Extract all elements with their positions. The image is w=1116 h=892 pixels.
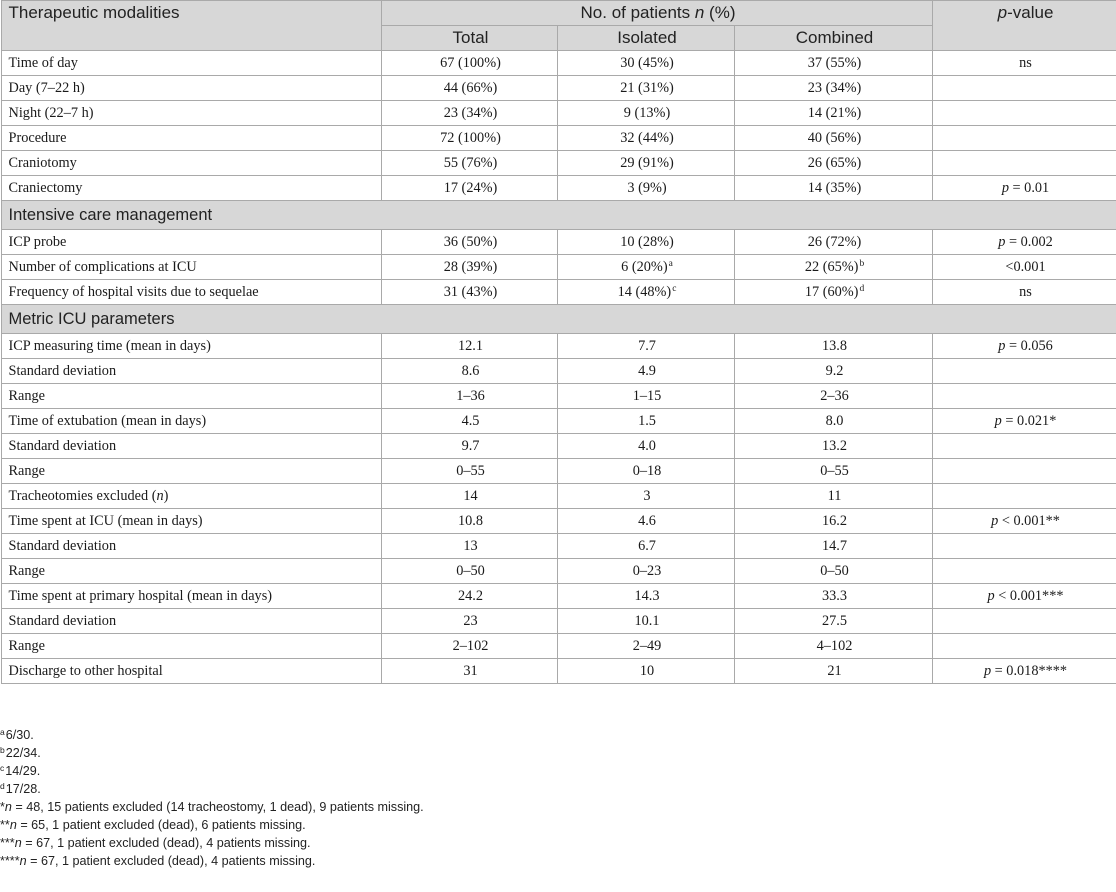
cell-value: 6 (20%) — [621, 259, 668, 275]
cell-value: 13 — [463, 538, 478, 554]
cell-value: 10 — [639, 663, 655, 679]
row-label-italic: n — [156, 488, 164, 504]
cell-value: 16.2 — [821, 513, 848, 529]
row-label-tail: ) — [163, 488, 169, 504]
table-row — [1, 126, 1116, 151]
p-text: <0.001 — [1005, 259, 1046, 275]
p-symbol: p — [998, 338, 1006, 354]
row-label-text: Procedure — [8, 130, 67, 146]
footnote-n: n — [19, 854, 27, 868]
footnote — [0, 780, 424, 798]
table-row — [1, 459, 1116, 484]
cell-isolated — [557, 176, 734, 201]
footnote-mark: **** — [0, 854, 20, 868]
cell-value: 14 (35%) — [807, 180, 862, 196]
cell-value: 31 (43%) — [443, 284, 498, 300]
p-text: = 0.002 — [1005, 234, 1053, 250]
row-label — [1, 434, 381, 459]
cell-value: 9.2 — [825, 363, 844, 379]
cell-p-value — [932, 151, 1116, 176]
row-label — [1, 509, 381, 534]
footnote-text: = 67, 1 patient excluded (dead), 4 patients missing. — [26, 854, 316, 868]
cell-total — [381, 459, 557, 484]
footnote-n: n — [9, 818, 17, 832]
row-label — [1, 255, 381, 280]
p-symbol: p — [994, 413, 1002, 429]
cell-total — [381, 584, 557, 609]
cell-isolated — [557, 609, 734, 634]
cell-p-value — [932, 126, 1116, 151]
cell-value: 23 (34%) — [807, 80, 862, 96]
row-label-text: ICP probe — [8, 234, 67, 250]
cell-combined — [734, 126, 932, 151]
footnote-mark: b — [0, 745, 5, 755]
cell-total — [381, 559, 557, 584]
row-label — [1, 484, 381, 509]
cell-p-value — [932, 230, 1116, 255]
row-label — [1, 559, 381, 584]
section-row — [1, 201, 1116, 230]
row-label-text: Standard deviation — [8, 538, 117, 554]
section-row — [1, 305, 1116, 334]
table-row — [1, 359, 1116, 384]
cell-value: 44 (66%) — [443, 80, 498, 96]
cell-total — [381, 51, 557, 76]
row-label-text: Tracheotomies excluded ( — [8, 488, 157, 504]
cell-combined — [734, 609, 932, 634]
cell-p-value — [932, 659, 1116, 684]
cell-total — [381, 126, 557, 151]
p-text: < 0.001** — [998, 513, 1060, 529]
cell-combined — [734, 484, 932, 509]
row-label-text: Range — [8, 388, 46, 404]
cell-combined — [734, 334, 932, 359]
cell-isolated — [557, 384, 734, 409]
cell-value: 4.0 — [638, 438, 656, 454]
table-row — [1, 384, 1116, 409]
row-label-text: Standard deviation — [8, 363, 117, 379]
cell-value: 10.8 — [457, 513, 484, 529]
cell-value: 30 (45%) — [620, 55, 674, 71]
cell-value: 31 — [463, 663, 478, 679]
cell-combined — [734, 76, 932, 101]
cell-isolated — [557, 255, 734, 280]
cell-isolated — [557, 230, 734, 255]
cell-value: 36 (50%) — [443, 234, 498, 250]
footnote-marker: b — [859, 259, 865, 269]
row-label — [1, 409, 381, 434]
p-text: = 0.018**** — [991, 663, 1068, 679]
cell-p-value — [932, 359, 1116, 384]
cell-value: 10 (28%) — [620, 234, 674, 250]
cell-isolated — [557, 76, 734, 101]
cell-value: 1–36 — [456, 388, 485, 404]
row-label-text: Time spent at ICU (mean in days) — [8, 513, 203, 529]
cell-p-value — [932, 434, 1116, 459]
row-label — [1, 176, 381, 201]
cell-value: 8.6 — [461, 363, 480, 379]
row-label-text: Standard deviation — [8, 438, 117, 454]
cell-isolated — [557, 126, 734, 151]
table-row — [1, 484, 1116, 509]
footnote-text: 22/34. — [5, 746, 41, 760]
row-label — [1, 51, 381, 76]
p-text: ns — [1019, 284, 1032, 300]
table-row — [1, 51, 1116, 76]
cell-total — [381, 334, 557, 359]
footnote-mark: * — [0, 800, 5, 814]
table-row — [1, 634, 1116, 659]
results-table — [1, 0, 1116, 684]
footnote-mark: c — [0, 763, 5, 773]
footnote-mark: a — [0, 727, 5, 737]
table-row — [1, 76, 1116, 101]
cell-p-value — [932, 484, 1116, 509]
header-no-of-patients: No. of patients n (%) — [381, 1, 932, 26]
row-label-text: Discharge to other hospital — [8, 663, 163, 679]
cell-value: 0–18 — [632, 463, 662, 479]
p-symbol: p — [991, 513, 999, 529]
cell-p-value — [932, 255, 1116, 280]
cell-value: 10.1 — [634, 613, 660, 629]
row-label — [1, 76, 381, 101]
cell-isolated — [557, 484, 734, 509]
cell-isolated — [557, 659, 734, 684]
section-header: Intensive care management — [1, 201, 1116, 230]
cell-combined — [734, 659, 932, 684]
cell-value: 72 (100%) — [440, 130, 501, 146]
row-label-text: Time of day — [8, 55, 78, 71]
cell-isolated — [557, 584, 734, 609]
table-row — [1, 280, 1116, 305]
table-row — [1, 509, 1116, 534]
cell-isolated — [557, 509, 734, 534]
row-label-text: Time of extubation (mean in days) — [8, 413, 207, 429]
cell-value: 67 (100%) — [440, 55, 501, 71]
cell-total — [381, 434, 557, 459]
cell-value: 1–15 — [632, 388, 662, 404]
cell-value: 3 (9%) — [627, 180, 667, 196]
footnote-mark: *** — [0, 836, 15, 850]
cell-value: 22 (65%) — [804, 259, 859, 275]
footnote — [0, 834, 424, 852]
footnote-text: 6/30. — [5, 728, 34, 742]
cell-combined — [734, 151, 932, 176]
cell-total — [381, 255, 557, 280]
row-label — [1, 334, 381, 359]
table-row — [1, 151, 1116, 176]
table-row — [1, 230, 1116, 255]
cell-combined — [734, 280, 932, 305]
table-row — [1, 334, 1116, 359]
footnote-mark: d — [0, 781, 5, 791]
row-label-text: Range — [8, 463, 46, 479]
cell-value: 17 (60%) — [804, 284, 859, 300]
cell-value: 37 (55%) — [807, 55, 862, 71]
cell-combined — [734, 176, 932, 201]
cell-value: 17 (24%) — [443, 180, 498, 196]
row-label-text: Day (7–22 h) — [8, 80, 85, 96]
cell-value: 14 — [463, 488, 478, 504]
cell-p-value — [932, 634, 1116, 659]
p-text: = 0.056 — [1005, 338, 1053, 354]
cell-total — [381, 359, 557, 384]
cell-value: 0–55 — [820, 463, 849, 479]
footnote — [0, 852, 424, 870]
cell-value: 14.3 — [634, 588, 660, 604]
cell-value: 40 (56%) — [807, 130, 862, 146]
cell-value: 14 (21%) — [807, 105, 862, 121]
cell-value: 0–50 — [456, 563, 485, 579]
cell-combined — [734, 51, 932, 76]
cell-value: 9 (13%) — [623, 105, 671, 121]
header-therapeutic-modalities: Therapeutic modalities — [1, 1, 381, 51]
cell-value: 23 (34%) — [443, 105, 498, 121]
cell-value: 21 (31%) — [620, 80, 674, 96]
row-label-text: Frequency of hospital visits due to sequelae — [8, 284, 259, 300]
cell-total — [381, 509, 557, 534]
section-header: Metric ICU parameters — [1, 305, 1116, 334]
cell-combined — [734, 434, 932, 459]
cell-combined — [734, 230, 932, 255]
cell-value: 29 (91%) — [620, 155, 674, 171]
cell-total — [381, 230, 557, 255]
table-footnotes — [0, 726, 424, 870]
row-label — [1, 126, 381, 151]
header-isolated: Isolated — [557, 26, 734, 51]
cell-total — [381, 634, 557, 659]
cell-isolated — [557, 409, 734, 434]
row-label — [1, 634, 381, 659]
cell-p-value — [932, 76, 1116, 101]
table-row — [1, 584, 1116, 609]
cell-value: 21 — [827, 663, 842, 679]
cell-total — [381, 384, 557, 409]
cell-value: 8.0 — [825, 413, 844, 429]
cell-value: 0–55 — [456, 463, 485, 479]
cell-total — [381, 151, 557, 176]
table-row — [1, 255, 1116, 280]
cell-combined — [734, 559, 932, 584]
table-row — [1, 559, 1116, 584]
footnote-text: = 65, 1 patient excluded (dead), 6 patients missing. — [16, 818, 306, 832]
cell-p-value — [932, 334, 1116, 359]
row-label — [1, 280, 381, 305]
p-text: = 0.021* — [1001, 413, 1057, 429]
cell-isolated — [557, 359, 734, 384]
table-row — [1, 434, 1116, 459]
cell-combined — [734, 255, 932, 280]
footnote — [0, 816, 424, 834]
cell-p-value — [932, 409, 1116, 434]
row-label — [1, 534, 381, 559]
row-label — [1, 384, 381, 409]
cell-combined — [734, 459, 932, 484]
table-row — [1, 659, 1116, 684]
cell-value: 32 (44%) — [620, 130, 674, 146]
cell-value: 3 — [643, 488, 651, 504]
cell-value: 7.7 — [638, 338, 656, 354]
cell-isolated — [557, 51, 734, 76]
cell-total — [381, 659, 557, 684]
cell-combined — [734, 634, 932, 659]
row-label — [1, 659, 381, 684]
cell-isolated — [557, 280, 734, 305]
cell-total — [381, 101, 557, 126]
row-label-text: Range — [8, 563, 46, 579]
cell-value: 13.8 — [821, 338, 848, 354]
row-label — [1, 459, 381, 484]
row-label-text: Standard deviation — [8, 613, 117, 629]
cell-total — [381, 484, 557, 509]
cell-combined — [734, 534, 932, 559]
cell-value: 9.7 — [461, 438, 480, 454]
row-label-text: Number of complications at ICU — [8, 259, 197, 275]
footnote — [0, 762, 424, 780]
row-label — [1, 230, 381, 255]
cell-isolated — [557, 151, 734, 176]
p-symbol: p — [998, 234, 1006, 250]
row-label-text: Range — [8, 638, 46, 654]
row-label — [1, 151, 381, 176]
cell-p-value — [932, 101, 1116, 126]
table-row — [1, 409, 1116, 434]
row-label-text: Time spent at primary hospital (mean in days) — [8, 588, 273, 604]
cell-value: 0–23 — [632, 563, 662, 579]
p-text: < 0.001*** — [994, 588, 1064, 604]
cell-value: 1.5 — [638, 413, 656, 429]
row-label-text: Craniotomy — [8, 155, 77, 171]
cell-value: 6.7 — [638, 538, 656, 554]
row-label — [1, 359, 381, 384]
footnote — [0, 744, 424, 762]
cell-value: 33.3 — [821, 588, 848, 604]
cell-p-value — [932, 176, 1116, 201]
p-text: ns — [1019, 55, 1032, 71]
table-row — [1, 176, 1116, 201]
p-symbol: p — [983, 663, 992, 679]
cell-value: 24.2 — [457, 588, 484, 604]
footnote-marker: a — [668, 259, 673, 269]
cell-p-value — [932, 51, 1116, 76]
cell-value: 11 — [827, 488, 842, 504]
cell-total — [381, 76, 557, 101]
row-label-text: Craniectomy — [8, 180, 83, 196]
cell-p-value — [932, 509, 1116, 534]
cell-value: 26 (65%) — [807, 155, 862, 171]
footnote-n: n — [14, 836, 22, 850]
cell-value: 23 — [463, 613, 478, 629]
cell-value: 14.7 — [821, 538, 848, 554]
footnote-text: = 48, 15 patients excluded (14 tracheostomy, 1 dead), 9 patients missing. — [11, 800, 424, 814]
cell-value: 4.6 — [638, 513, 656, 529]
cell-p-value — [932, 559, 1116, 584]
cell-isolated — [557, 334, 734, 359]
cell-combined — [734, 409, 932, 434]
row-label-text: Night (22–7 h) — [8, 105, 94, 121]
footnote — [0, 726, 424, 744]
cell-value: 27.5 — [821, 613, 848, 629]
cell-combined — [734, 101, 932, 126]
cell-combined — [734, 384, 932, 409]
p-symbol: p — [987, 588, 995, 604]
cell-value: 0–50 — [820, 563, 849, 579]
footnote-text: 17/28. — [5, 782, 41, 796]
cell-total — [381, 176, 557, 201]
cell-total — [381, 280, 557, 305]
cell-value: 2–102 — [452, 638, 489, 654]
p-text: = 0.01 — [1008, 180, 1050, 196]
cell-value: 14 (48%) — [617, 284, 672, 300]
cell-total — [381, 534, 557, 559]
cell-isolated — [557, 101, 734, 126]
cell-p-value — [932, 384, 1116, 409]
row-label-text: ICP measuring time (mean in days) — [8, 338, 211, 354]
cell-p-value — [932, 280, 1116, 305]
cell-p-value — [932, 534, 1116, 559]
cell-isolated — [557, 459, 734, 484]
footnote-text: 14/29. — [5, 764, 41, 778]
header-combined: Combined — [734, 26, 932, 51]
cell-p-value — [932, 609, 1116, 634]
cell-value: 28 (39%) — [443, 259, 498, 275]
cell-value: 4–102 — [816, 638, 853, 654]
footnote-n: n — [4, 800, 12, 814]
cell-isolated — [557, 634, 734, 659]
p-symbol: p — [1001, 180, 1009, 196]
footnote-text: = 67, 1 patient excluded (dead), 4 patients missing. — [21, 836, 311, 850]
table-header — [1, 1, 1116, 51]
cell-value: 13.2 — [821, 438, 848, 454]
row-label — [1, 609, 381, 634]
cell-value: 12.1 — [457, 338, 484, 354]
header-p-value: p-value — [932, 1, 1116, 51]
cell-isolated — [557, 534, 734, 559]
footnote-marker: d — [859, 284, 865, 294]
row-label — [1, 101, 381, 126]
row-label — [1, 584, 381, 609]
table-body — [1, 51, 1116, 684]
footnote-mark: ** — [0, 818, 10, 832]
cell-value: 4.9 — [638, 363, 656, 379]
cell-isolated — [557, 434, 734, 459]
cell-isolated — [557, 559, 734, 584]
cell-value: 4.5 — [461, 413, 480, 429]
table-row — [1, 101, 1116, 126]
cell-p-value — [932, 459, 1116, 484]
header-total: Total — [381, 26, 557, 51]
cell-combined — [734, 359, 932, 384]
cell-value: 2–36 — [820, 388, 849, 404]
cell-value: 26 (72%) — [807, 234, 862, 250]
cell-value: 2–49 — [632, 638, 662, 654]
table-row — [1, 609, 1116, 634]
cell-p-value — [932, 584, 1116, 609]
cell-total — [381, 609, 557, 634]
cell-combined — [734, 509, 932, 534]
cell-combined — [734, 584, 932, 609]
table-row — [1, 534, 1116, 559]
cell-total — [381, 409, 557, 434]
cell-value: 55 (76%) — [443, 155, 498, 171]
footnote — [0, 798, 424, 816]
footnote-marker: c — [672, 284, 677, 294]
